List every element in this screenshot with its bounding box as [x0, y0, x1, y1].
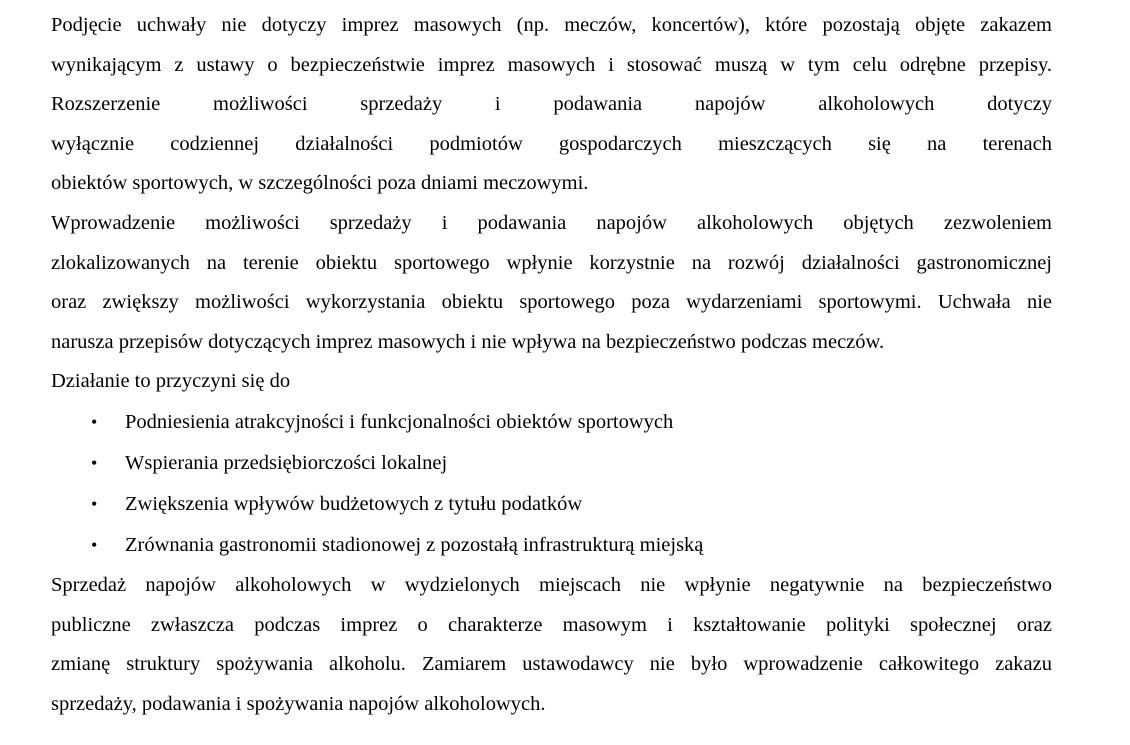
- bullet-icon: •: [91, 411, 98, 432]
- text-line: sprzedaży, podawania i spożywania napojów alkoholowych.: [51, 692, 546, 715]
- text-line: publiczne zwłaszcza podczas imprez o charakterze masowym i kształtowanie polityki społecznej oraz: [51, 613, 1052, 636]
- list-item-text: Wspierania przedsiębiorczości lokalnej: [125, 451, 448, 474]
- paragraph-2: [51, 85, 1052, 204]
- text-line: oraz zwiększy możliwości wykorzystania obiektu sportowego poza wydarzeniami sportowymi. Uchwała nie: [51, 291, 1052, 314]
- list-item: [51, 402, 1052, 443]
- bullet-icon: •: [91, 452, 98, 473]
- list-item-text: Zwiększenia wpływów budżetowych z tytułu podatków: [125, 492, 583, 515]
- text-line: obiektów sportowych, w szczególności poza dniami meczowymi.: [51, 172, 589, 195]
- paragraph-1: [51, 6, 1052, 85]
- document-body: [51, 6, 1052, 724]
- list-item-text: Podniesienia atrakcyjności i funkcjonalności obiektów sportowych: [125, 410, 674, 433]
- bullet-icon: •: [91, 534, 98, 555]
- text-line: zlokalizowanych na terenie obiektu sportowego wpłynie korzystnie na rozwój działalności gastronomicznej: [51, 251, 1052, 274]
- bullet-icon: •: [91, 493, 98, 514]
- text-line: zmianę struktury spożywania alkoholu. Zamiarem ustawodawcy nie było wprowadzenie całkowitego zakazu: [51, 653, 1052, 676]
- list-item: [51, 525, 1052, 566]
- list-item: [51, 443, 1052, 484]
- list-intro: Działanie to przyczyni się do: [51, 370, 291, 393]
- paragraph-3: [51, 204, 1052, 362]
- text-line: wynikającym z ustawy o bezpieczeństwie imprez masowych i stosować muszą w tym celu odrębne przepisy.: [51, 53, 1052, 76]
- text-line: wyłącznie codziennej działalności podmiotów gospodarczych mieszczących się na terenach: [51, 132, 1052, 155]
- text-line: narusza przepisów dotyczących imprez masowych i nie wpływa na bezpieczeństwo podczas meczów.: [51, 330, 885, 353]
- text-line: Podjęcie uchwały nie dotyczy imprez masowych (np. meczów, koncertów), które pozostają objęte zakazem: [51, 14, 1052, 36]
- text-line: Rozszerzenie możliwości sprzedaży i podawania napojów alkoholowych dotyczy: [51, 93, 1052, 116]
- text-line: Wprowadzenie możliwości sprzedaży i podawania napojów alkoholowych objętych zezwoleniem: [51, 211, 1052, 234]
- text-line: Sprzedaż napojów alkoholowych w wydzielonych miejscach nie wpłynie negatywnie na bezpieczeństwo: [51, 573, 1052, 596]
- bullet-list: [51, 402, 1052, 566]
- list-item: [51, 484, 1052, 525]
- paragraph-4: [51, 566, 1052, 724]
- list-item-text: Zrównania gastronomii stadionowej z pozostałą infrastrukturą miejską: [125, 533, 704, 556]
